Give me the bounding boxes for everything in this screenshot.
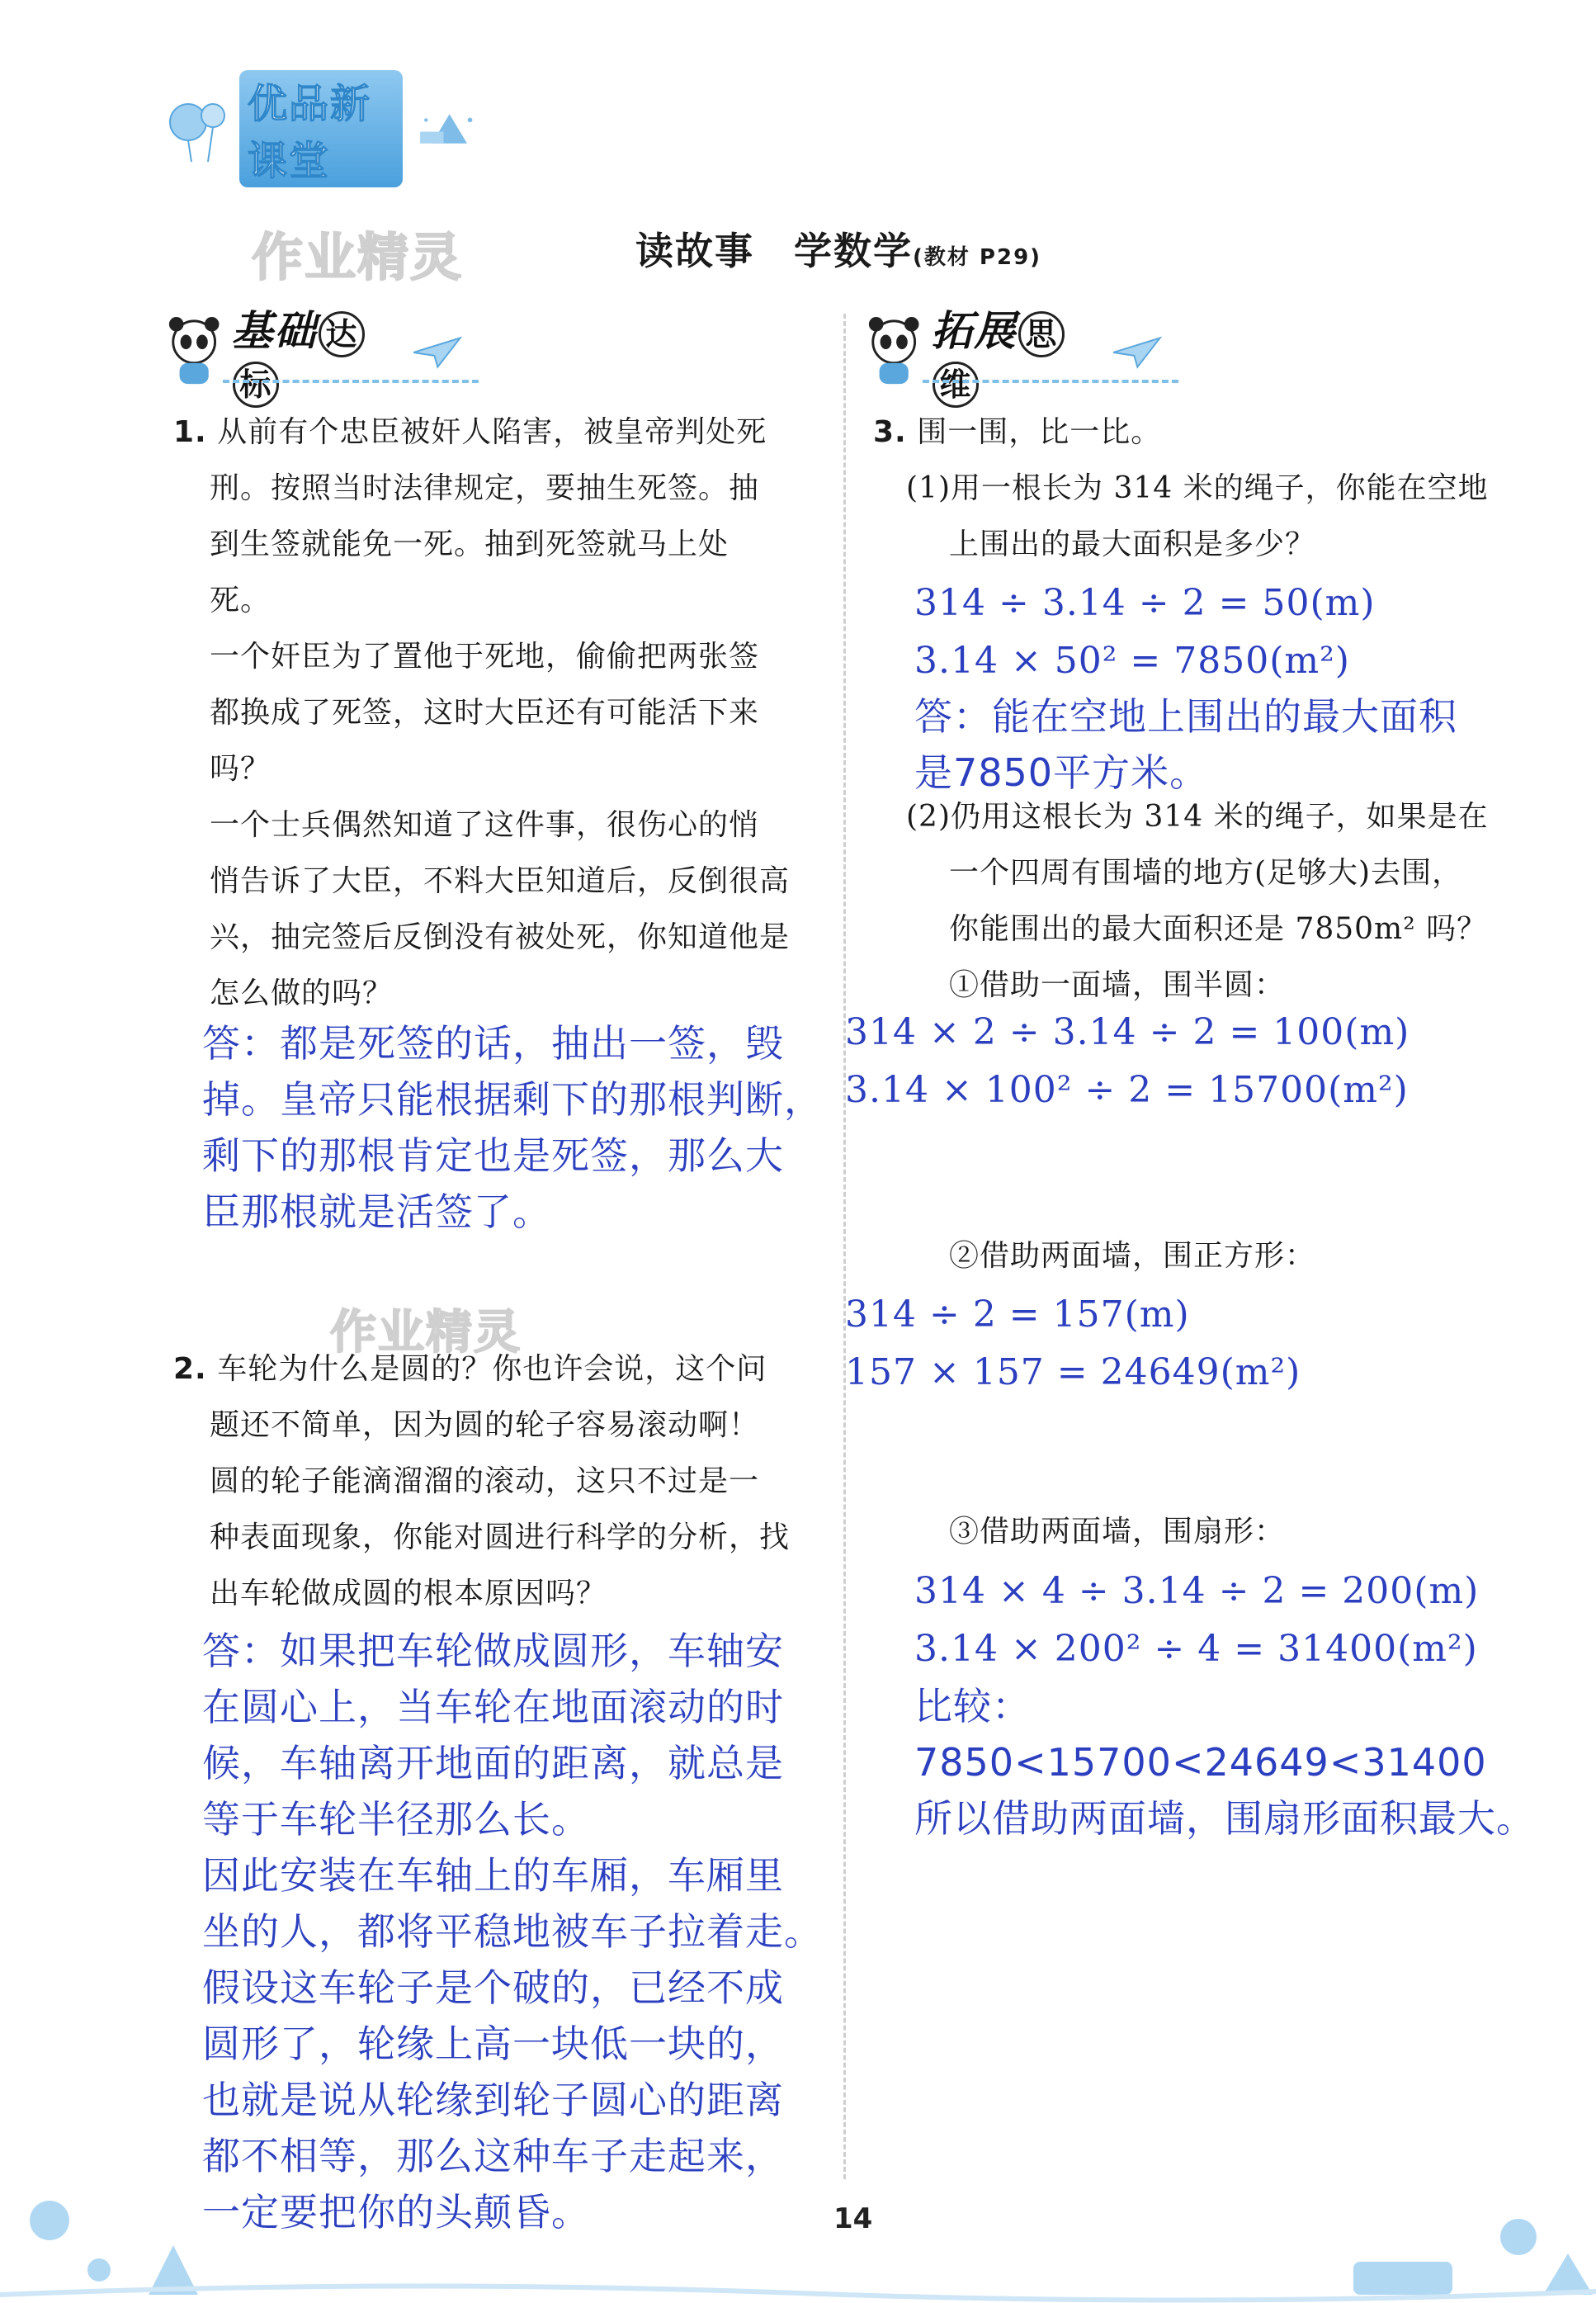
question-1-line: 悄告诉了大臣，不料大臣知道后，反倒很高	[210, 864, 791, 898]
question-3-number: 3.	[873, 415, 907, 449]
answer-2-line: 一定要把你的头颠昏。	[202, 2190, 590, 2234]
answer-2-line: 也就是说从轮缘到轮子圆心的距离	[202, 2078, 784, 2122]
panda-icon	[165, 315, 223, 390]
question-1-line: 吗？	[210, 752, 272, 786]
conclusion-line: 所以借助两面墙，围扇形面积最大。	[914, 1796, 1535, 1841]
question-2-line: 题还不简单，因为圆的轮子容易滚动啊！	[210, 1408, 760, 1442]
page-number: 14	[833, 2202, 873, 2235]
answer-2-line: 假设这车轮子是个破的，已经不成	[202, 1965, 784, 2010]
answer-2-line: 因此安装在车轴上的车厢，车厢里	[202, 1853, 784, 1898]
question-1-number: 1.	[173, 415, 207, 449]
case-3-math	[914, 1563, 1479, 1678]
question-1-line: 一个士兵偶然知道了这件事，很伤心的悄	[210, 808, 760, 842]
question-2-line-text: 车轮为什么是圆的？你也许会说，这个问	[217, 1352, 767, 1386]
answer-2-line: 坐的人，都将平稳地被车子拉着走。	[202, 1909, 823, 1954]
math-line: 157 × 157 = 24649(m²)	[845, 1351, 1301, 1393]
question-1-line: 怎么做的吗？	[210, 977, 394, 1010]
case-1-label: ①借助一面墙，围半圆：	[949, 968, 1286, 1002]
part1-math	[914, 575, 1376, 690]
answer-1-line: 掉。皇帝只能根据剩下的那根判断，	[202, 1077, 823, 1122]
brand-title: 优品新课堂	[239, 70, 403, 187]
math-line: 3.14 × 100² ÷ 2 = 15700(m²)	[845, 1069, 1409, 1111]
answer-1-line: 剩下的那根肯定也是死签，那么大	[202, 1133, 784, 1178]
question-3-part2-line: 你能围出的最大面积还是 7850m² 吗？	[949, 912, 1488, 946]
section-basic-label-a: 基础	[231, 306, 318, 355]
question-1-line: 死。	[210, 584, 272, 617]
section-basic-label-c: 标	[233, 362, 279, 408]
lesson-title	[635, 221, 1041, 276]
case-1-math	[845, 1004, 1409, 1119]
case-2-label: ②借助两面墙，围正方形：	[949, 1239, 1316, 1273]
question-1	[173, 404, 825, 1022]
paper-plane-icon	[1113, 336, 1162, 369]
question-3	[873, 404, 1583, 573]
question-1-line-text: 从前有个忠臣被奸人陷害，被皇帝判处死	[217, 415, 767, 449]
answer-line: 答：能在空地上围出的最大面积	[914, 694, 1457, 739]
lesson-title-a: 读故事	[635, 229, 754, 273]
case-3-label: ③借助两面墙，围扇形：	[949, 1515, 1286, 1549]
lesson-ref: (教材 P29)	[913, 245, 1042, 270]
math-line: 314 × 4 ÷ 3.14 ÷ 2 = 200(m)	[914, 1570, 1480, 1612]
watermark: 作业精灵	[330, 1306, 522, 1360]
answer-2-line: 候，车轴离开地面的距离，就总是	[202, 1741, 784, 1785]
question-2-line: 种表面现象，你能对圆进行科学的分析，找	[210, 1520, 791, 1554]
answer-2-line: 等于车轮半径那么长。	[202, 1797, 590, 1842]
section-basic	[165, 306, 462, 403]
answer-2	[202, 1623, 846, 2240]
math-line: 314 ÷ 3.14 ÷ 2 = 50(m)	[914, 582, 1376, 624]
question-3-part1	[873, 461, 1583, 573]
section-extension-label-c: 维	[933, 362, 979, 408]
castle-icon	[414, 100, 479, 158]
answer-2-line: 在圆心上，当车轮在地面滚动的时	[202, 1685, 784, 1729]
question-3-part2-line: 一个四周有围墙的地方(足够大)去围，	[949, 856, 1463, 890]
paper-plane-icon	[413, 336, 462, 369]
case-2-math	[845, 1286, 1301, 1402]
answer-1-line: 臣那根就是活签了。	[202, 1189, 551, 1234]
question-2-number: 2.	[173, 1352, 207, 1386]
panda-icon	[865, 315, 923, 390]
section-extension-label-a: 拓展	[931, 306, 1018, 355]
answer-2-line: 答：如果把车轮做成圆形，车轴安	[202, 1629, 784, 1673]
question-1-line	[173, 404, 825, 461]
question-2-line	[173, 1341, 825, 1397]
math-line: 3.14 × 200² ÷ 4 = 31400(m²)	[914, 1628, 1478, 1670]
math-line: 314 ÷ 2 = 157(m)	[845, 1293, 1190, 1336]
answer-1	[202, 1015, 846, 1240]
brand-banner	[165, 81, 479, 184]
answer-2-line: 都不相等，那么这种车子走起来，	[202, 2134, 784, 2178]
comparison	[914, 1678, 1591, 1847]
question-1-line: 兴，抽完签后反倒没有被处死，你知道他是	[210, 920, 791, 954]
section-extension-underline	[923, 380, 1178, 383]
comparison-line: 比较：7850<15700<24649<31400	[914, 1684, 1487, 1785]
question-3-part2	[906, 789, 1591, 1014]
section-basic-label-b: 达	[319, 311, 365, 357]
question-2-line: 圆的轮子能滴溜溜的滚动，这只不过是一	[210, 1464, 760, 1498]
part1-answer	[914, 688, 1575, 801]
question-3-title	[873, 404, 1583, 461]
answer-line: 是7850平方米。	[914, 750, 1209, 795]
math-line: 3.14 × 50² = 7850(m²)	[914, 640, 1350, 682]
question-3-title-text: 围一围，比一比。	[917, 415, 1162, 449]
answer-2-line: 圆形了，轮缘上高一块低一块的，	[202, 2022, 784, 2066]
question-1-line: 刑。按照当时法律规定，要抽生死签。抽	[210, 471, 760, 505]
answer-1-line: 答：都是死签的话，抽出一签，毁	[202, 1021, 784, 1066]
section-extension-label-b: 思	[1018, 311, 1065, 357]
section-extension	[865, 306, 1162, 403]
question-1-line: 一个奸臣为了置他于死地，偷偷把两张签	[210, 640, 760, 674]
question-2	[173, 1341, 825, 1622]
section-basic-underline	[223, 380, 479, 383]
balloons-icon	[165, 97, 239, 163]
lesson-title-b: 学数学	[794, 229, 913, 273]
question-1-line: 到生签就能免一死。抽到死签就马上处	[210, 527, 730, 561]
watermark: 作业精灵	[252, 227, 464, 287]
math-line: 314 × 2 ÷ 3.14 ÷ 2 = 100(m)	[845, 1011, 1410, 1053]
question-2-line: 出车轮做成圆的根本原因吗？	[210, 1577, 607, 1610]
question-3-part1-line: 上围出的最大面积是多少？	[949, 527, 1316, 561]
question-1-line: 都换成了死签，这时大臣还有可能活下来	[210, 696, 760, 730]
question-3-part1-line: (1)用一根长为 314 米的绳子，你能在空地	[906, 471, 1489, 505]
footer-decoration	[0, 2163, 1596, 2303]
question-3-part2-line: (2)仍用这根长为 314 米的绳子，如果是在	[906, 800, 1489, 834]
